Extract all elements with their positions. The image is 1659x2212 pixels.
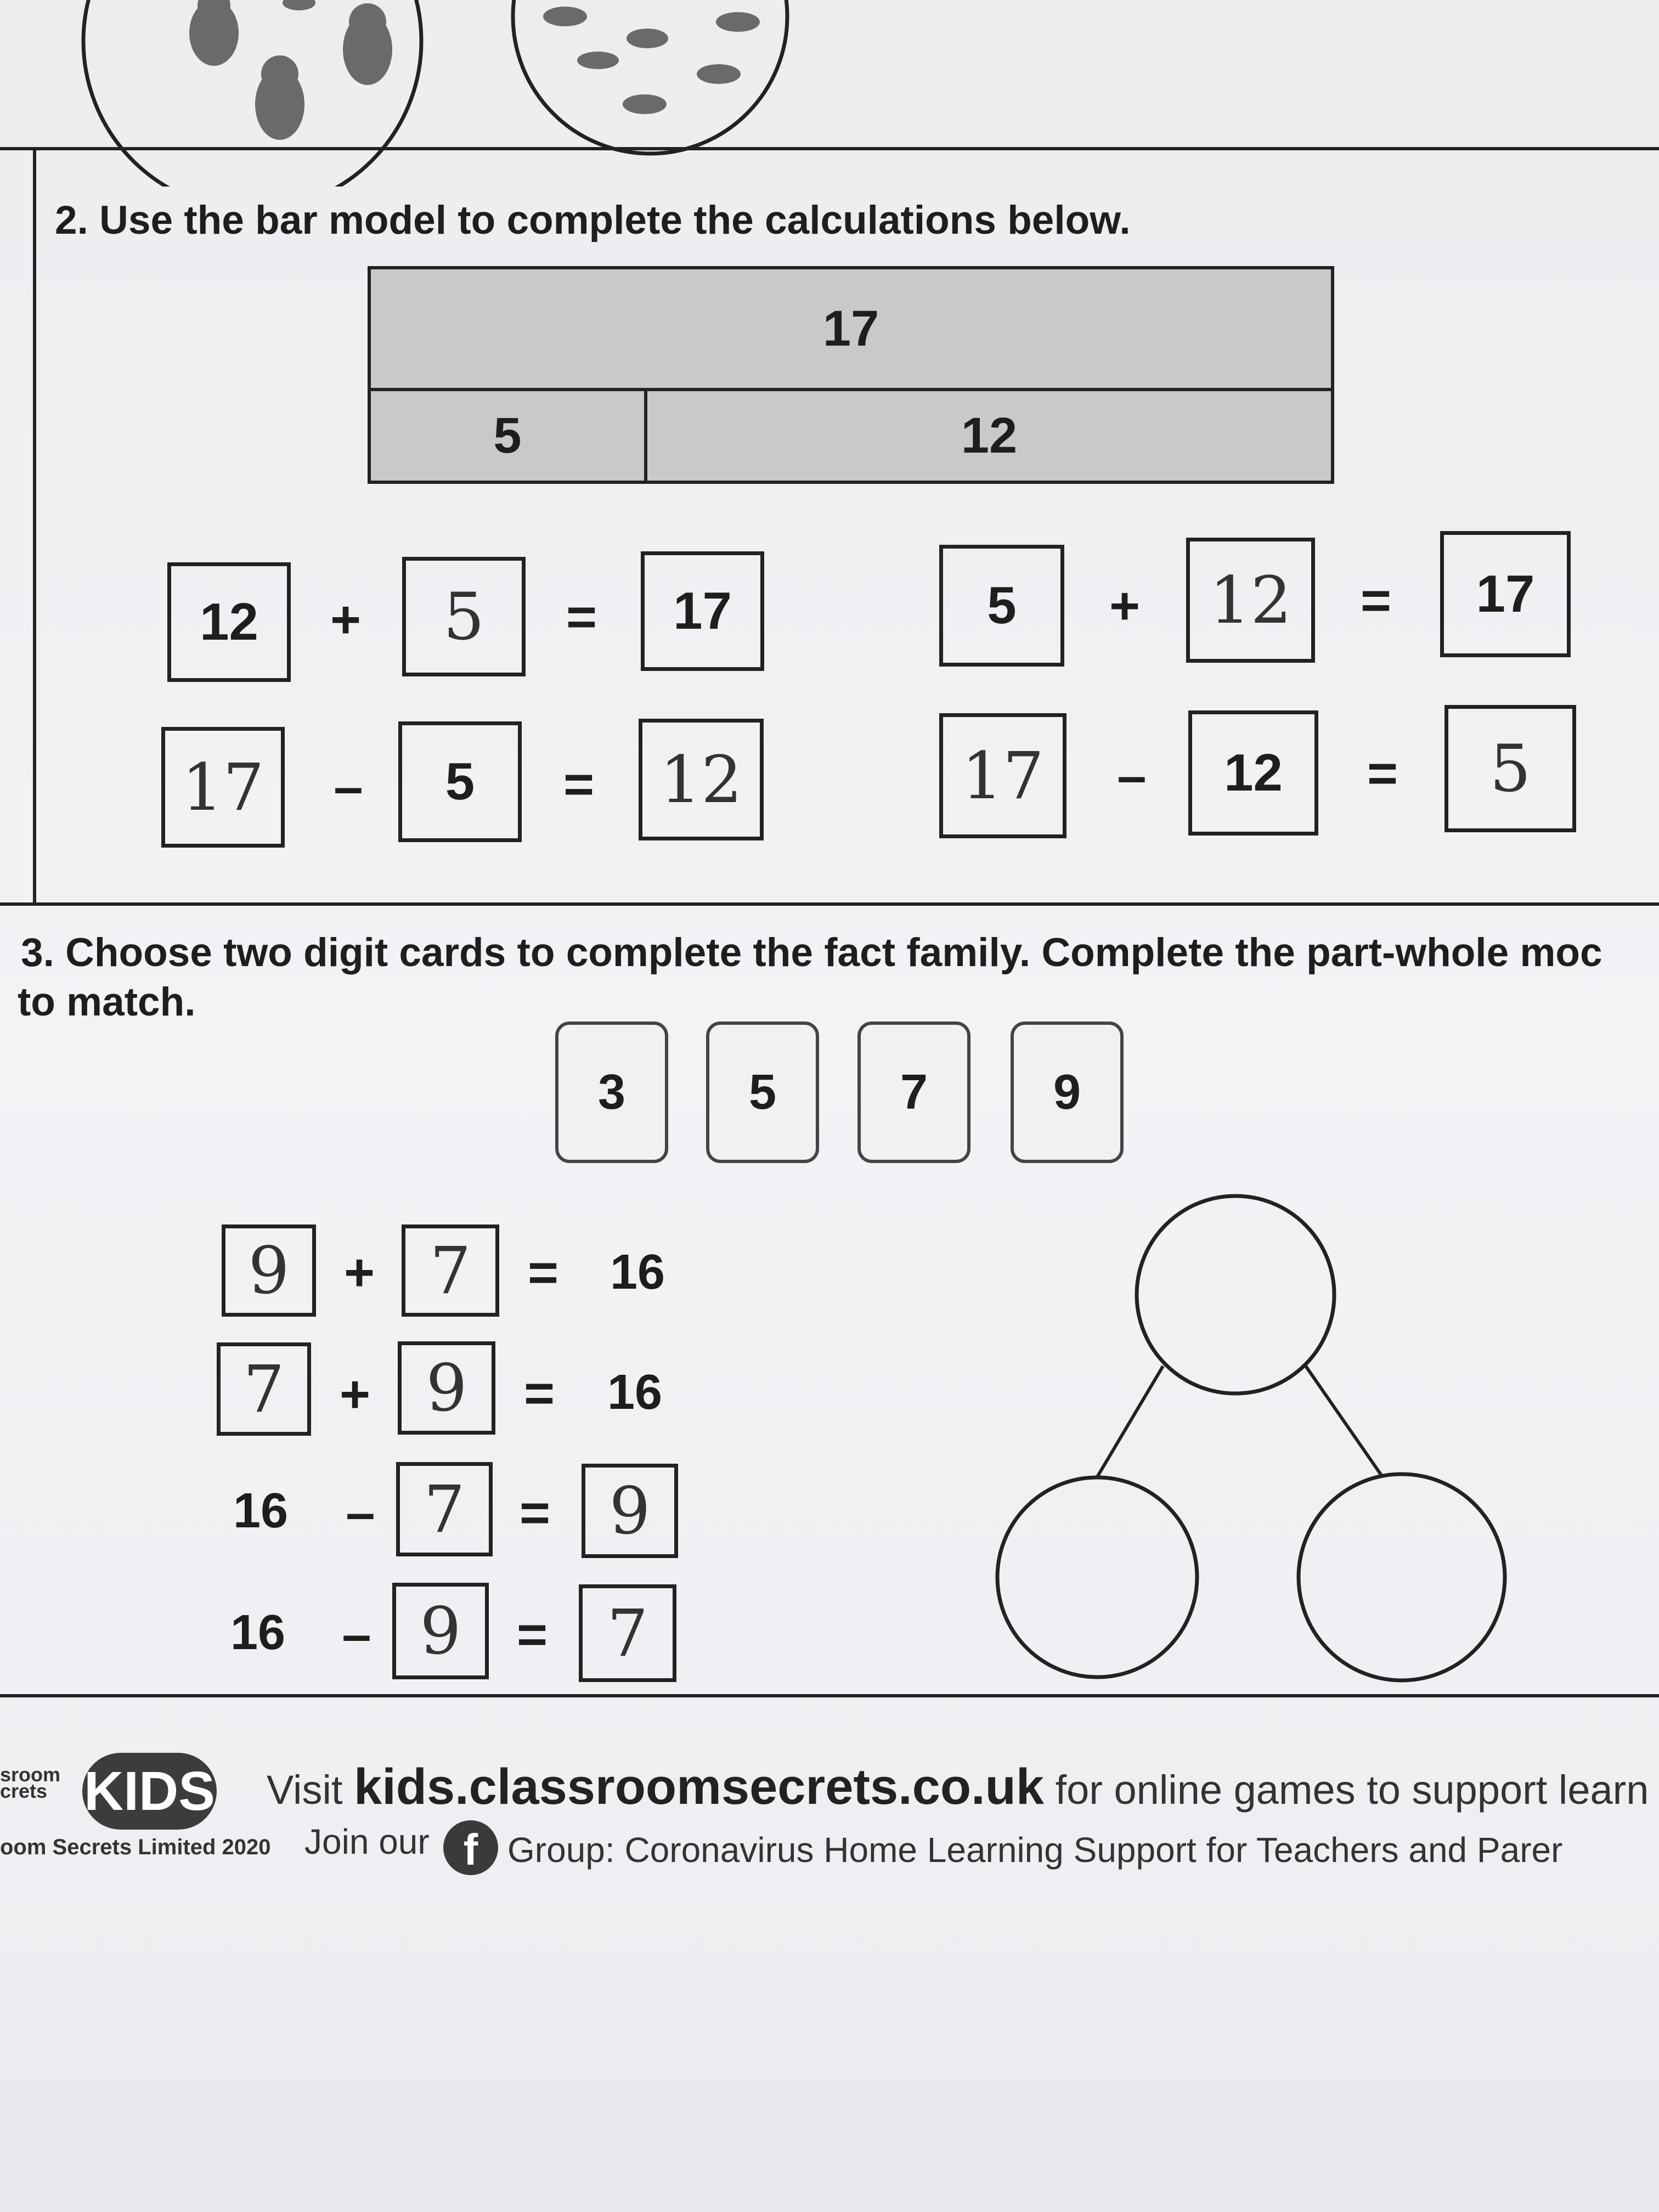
answer-box: 5 <box>398 721 522 842</box>
equals-sign: = <box>563 755 595 814</box>
question-3-title-line-2: to match. <box>18 980 196 1024</box>
facebook-icon: f <box>443 1820 498 1875</box>
equals-sign: = <box>527 1243 559 1302</box>
digit-card[interactable]: 5 <box>706 1022 819 1163</box>
equals-sign: = <box>1360 571 1392 630</box>
question-2-title: 2. Use the bar model to complete the calculations below. <box>55 198 1131 242</box>
plus-sign: + <box>343 1243 375 1302</box>
join-suffix: Group: Coronavirus Home Learning Support for Teachers and Parer <box>507 1830 1563 1870</box>
answer-box[interactable]: 5 <box>402 557 526 676</box>
answer-box[interactable]: 9 <box>398 1341 495 1435</box>
answer-box[interactable]: 5 <box>1444 705 1576 832</box>
section-left-border <box>33 148 36 905</box>
answer-box: 17 <box>641 551 764 671</box>
kids-logo-badge: KIDS <box>82 1753 217 1830</box>
logo-text-line-2: crets <box>0 1780 48 1802</box>
digit-card[interactable]: 9 <box>1011 1022 1124 1163</box>
answer-box[interactable]: 17 <box>161 727 285 848</box>
answer-box[interactable]: 12 <box>1186 538 1315 663</box>
answer-box[interactable]: 12 <box>639 719 764 840</box>
answer-box[interactable]: 7 <box>217 1342 311 1436</box>
whole-circle[interactable] <box>1137 1196 1334 1393</box>
q1-illustrations <box>0 0 1659 187</box>
digit-card[interactable]: 3 <box>555 1022 668 1163</box>
part-circle-right[interactable] <box>1299 1474 1505 1680</box>
site-link[interactable]: kids.classroomsecrets.co.uk <box>354 1759 1045 1815</box>
answer-box[interactable]: 7 <box>402 1224 499 1317</box>
section-divider-middle <box>0 902 1659 906</box>
answer-box: 12 <box>1188 710 1318 836</box>
cat-illustration <box>189 0 392 140</box>
fish-illustration <box>543 7 760 114</box>
visit-line <box>267 1758 1649 1816</box>
whole-number: 16 <box>230 1605 286 1660</box>
plus-sign: + <box>339 1365 371 1424</box>
answer-box[interactable]: 7 <box>396 1462 493 1556</box>
visit-prefix: Visit <box>267 1767 354 1813</box>
section-divider-top <box>0 147 1659 150</box>
bar-model-part-right: 12 <box>644 388 1334 484</box>
whole-number: 16 <box>233 1483 289 1538</box>
logo-text <box>0 1763 61 1802</box>
minus-sign: – <box>334 758 363 816</box>
answer-box[interactable]: 7 <box>579 1584 676 1682</box>
equals-sign: = <box>516 1605 548 1664</box>
logo-text-line-1: sroom <box>0 1763 61 1786</box>
part-whole-model <box>977 1185 1525 1695</box>
minus-sign: – <box>1117 747 1147 805</box>
whole-number: 16 <box>610 1245 665 1300</box>
equals-sign: = <box>519 1483 551 1542</box>
answer-box: 5 <box>939 545 1064 667</box>
answer-box[interactable]: 9 <box>222 1224 316 1317</box>
join-prefix: Join our <box>304 1822 430 1861</box>
minus-sign: – <box>342 1605 371 1664</box>
copyright-text: oom Secrets Limited 2020 <box>0 1835 271 1859</box>
minus-sign: – <box>346 1483 375 1542</box>
answer-box: 17 <box>1440 531 1571 657</box>
whole-number: 16 <box>607 1365 663 1420</box>
answer-box: 12 <box>167 562 291 682</box>
answer-box[interactable]: 17 <box>939 713 1066 838</box>
answer-box[interactable]: 9 <box>582 1464 678 1558</box>
part-circle-left[interactable] <box>997 1477 1197 1677</box>
answer-box[interactable]: 9 <box>392 1583 489 1679</box>
digit-card[interactable]: 7 <box>857 1022 970 1163</box>
visit-suffix: for online games to support learn <box>1044 1767 1649 1813</box>
question-3-title-line-1: 3. Choose two digit cards to complete the fact family. Complete the part-whole moc <box>21 930 1602 975</box>
equals-sign: = <box>566 588 597 646</box>
bar-model-part-left: 5 <box>368 388 647 484</box>
equals-sign: = <box>1367 744 1398 803</box>
plus-sign: + <box>1109 577 1141 635</box>
equals-sign: = <box>523 1364 555 1423</box>
bar-model-whole: 17 <box>368 266 1334 391</box>
plus-sign: + <box>330 590 362 649</box>
